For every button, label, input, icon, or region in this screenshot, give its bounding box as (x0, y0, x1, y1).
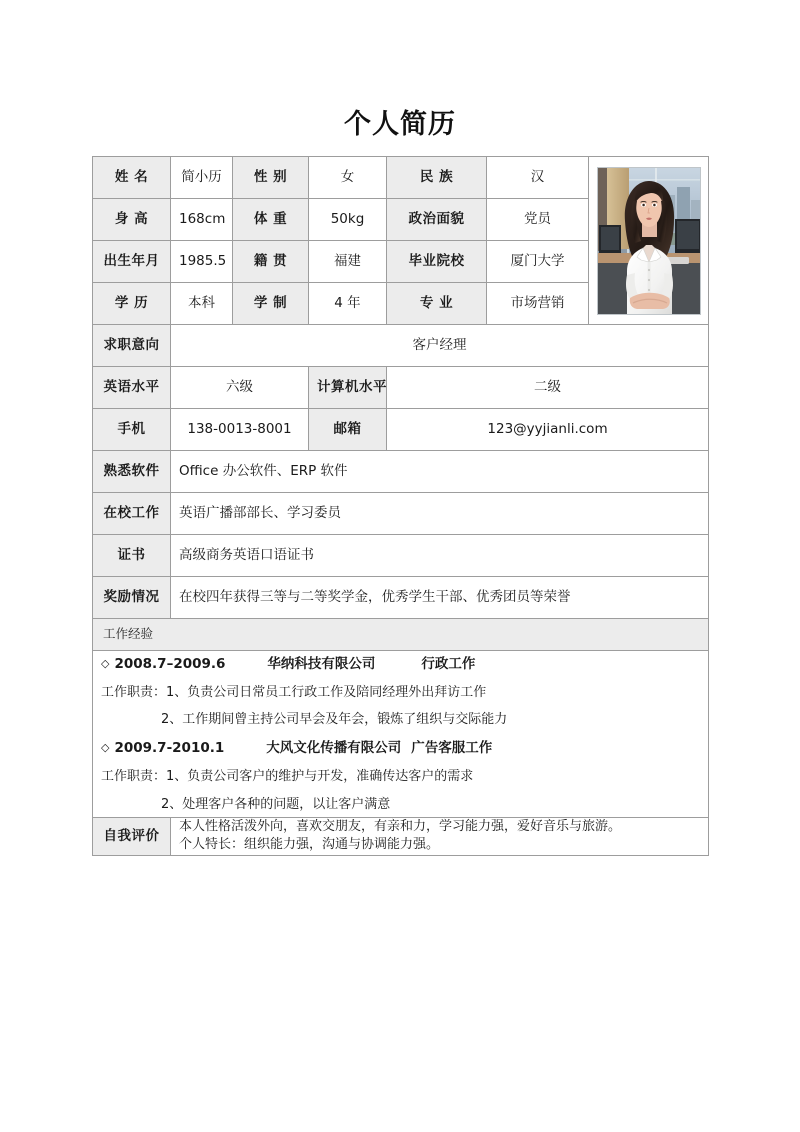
value-native-place: 福建 (309, 241, 387, 283)
work-entry-duty-first: 工作职责：1、负责公司日常员工行政工作及陪同经理外出拜访工作 (101, 684, 487, 700)
value-phone: 138-0013-8001 (171, 409, 309, 451)
label-ethnicity: 民 族 (387, 157, 487, 199)
value-school-work: 英语广播部部长、学习委员 (171, 493, 709, 535)
table-row (93, 619, 709, 651)
label-graduate-school: 毕业院校 (387, 241, 487, 283)
applicant-photo (597, 167, 701, 315)
label-native-place: 籍 贯 (233, 241, 309, 283)
value-english-level: 六级 (171, 367, 309, 409)
label-birth-date: 出生年月 (93, 241, 171, 283)
label-email: 邮箱 (309, 409, 387, 451)
label-gender: 性 别 (233, 157, 309, 199)
label-study-length: 学 制 (233, 283, 309, 325)
value-graduate-school: 厦门大学 (487, 241, 589, 283)
self-evaluation-line-1: 本人性格活泼外向，喜欢交朋友，有亲和力，学习能力强，爱好音乐与旅游。 (179, 818, 622, 834)
photo-cell (589, 157, 709, 325)
table-row (93, 451, 709, 493)
label-software: 熟悉软件 (93, 451, 171, 493)
table-row (93, 817, 709, 856)
label-political-status: 政治面貌 (387, 199, 487, 241)
label-school-work: 在校工作 (93, 493, 171, 535)
value-study-length: 4 年 (309, 283, 387, 325)
value-software: Office 办公软件、ERP 软件 (171, 451, 709, 493)
label-education: 学 历 (93, 283, 171, 325)
diamond-bullet-icon: ◇ (101, 741, 110, 755)
value-birth-date: 1985.5 (171, 241, 233, 283)
label-self-evaluation: 自我评价 (93, 817, 171, 856)
table-row (93, 577, 709, 619)
label-computer-level: 计算机水平 (309, 367, 387, 409)
table-row (93, 157, 709, 199)
table-row (93, 535, 709, 577)
label-awards: 奖励情况 (93, 577, 171, 619)
value-name: 简小历 (171, 157, 233, 199)
value-computer-level: 二级 (387, 367, 709, 409)
table-row (93, 493, 709, 535)
value-height: 168cm (171, 199, 233, 241)
work-entry-period: 2008.7–2009.6 (114, 656, 226, 672)
value-political-status: 党员 (487, 199, 589, 241)
value-self-evaluation (171, 817, 709, 856)
table-row (93, 651, 709, 818)
label-name: 姓 名 (93, 157, 171, 199)
table-row (93, 325, 709, 367)
work-entry-duty-second: 2、处理客户各种的问题，以让客户满意 (161, 796, 391, 812)
value-certificate: 高级商务英语口语证书 (171, 535, 709, 577)
label-height: 身 高 (93, 199, 171, 241)
value-gender: 女 (309, 157, 387, 199)
work-experience-content (93, 651, 709, 818)
work-entry-heading (101, 655, 700, 675)
label-english-level: 英语水平 (93, 367, 171, 409)
table-row (93, 409, 709, 451)
work-entry-position: 广告客服工作 (411, 740, 493, 757)
table-row (93, 367, 709, 409)
work-entry-position: 行政工作 (421, 656, 476, 672)
work-entry-heading (101, 739, 700, 759)
value-major: 市场营销 (487, 283, 589, 325)
label-job-intent: 求职意向 (93, 325, 171, 367)
value-weight: 50kg (309, 199, 387, 241)
value-ethnicity: 汉 (487, 157, 589, 199)
work-entry-duty-second: 2、工作期间曾主持公司早会及年会，锻炼了组织与交际能力 (161, 712, 508, 728)
work-entry-period: 2009.7-2010.1 (114, 740, 225, 757)
value-job-intent: 客户经理 (171, 325, 709, 367)
value-email: 123@yyjianli.com (387, 409, 709, 451)
self-evaluation-line-2: 个人特长：组织能力强，沟通与协调能力强。 (179, 837, 440, 853)
value-education: 本科 (171, 283, 233, 325)
section-header-work-experience: 工作经验 (93, 619, 709, 651)
label-certificate: 证书 (93, 535, 171, 577)
label-phone: 手机 (93, 409, 171, 451)
diamond-bullet-icon: ◇ (101, 657, 110, 670)
work-entry-duty-first: 工作职责：1、负责公司客户的维护与开发，准确传达客户的需求 (101, 768, 474, 784)
work-entry-company: 大风文化传播有限公司 (266, 740, 402, 757)
resume-table (92, 156, 709, 856)
page-title: 个人简历 (344, 109, 456, 140)
label-major: 专 业 (387, 283, 487, 325)
work-entry-company: 华纳科技有限公司 (267, 656, 376, 672)
label-weight: 体 重 (233, 199, 309, 241)
value-awards: 在校四年获得三等与二等奖学金，优秀学生干部、优秀团员等荣誉 (171, 577, 709, 619)
